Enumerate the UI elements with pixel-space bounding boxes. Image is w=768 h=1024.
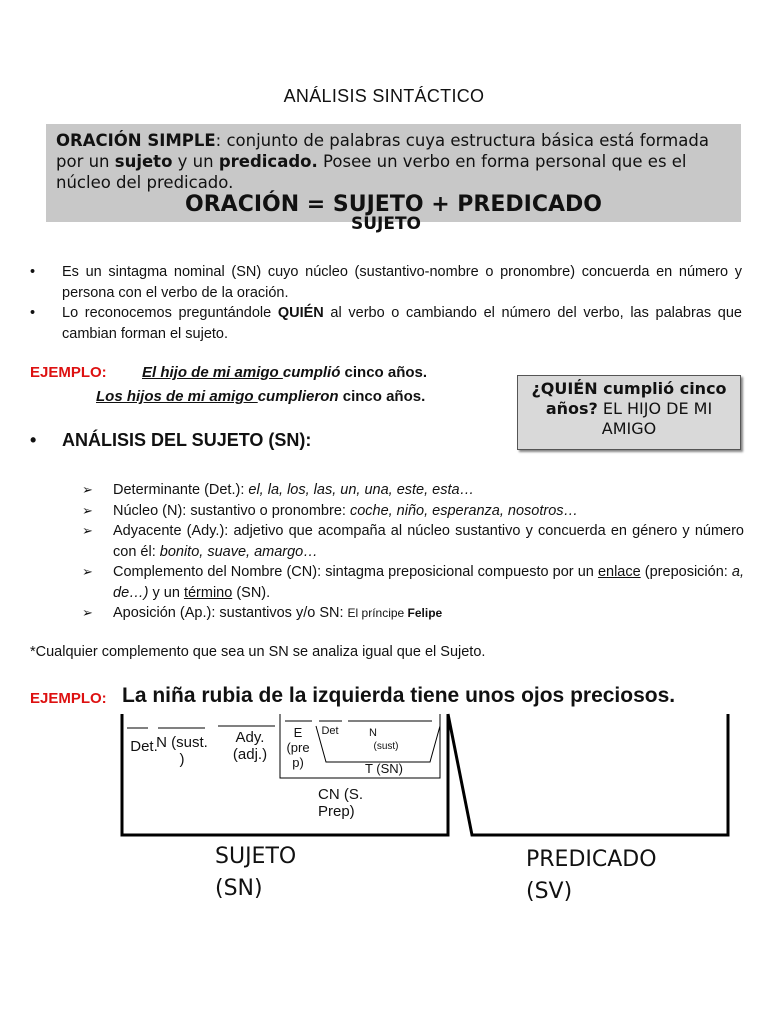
arrow-bullet-icon: ➢: [82, 605, 93, 620]
label-nucleo: N (sust. ): [156, 734, 208, 769]
example-subject: Los hijos de mi amigo: [96, 388, 258, 405]
bullet-text: Lo reconocemos preguntándole: [62, 305, 278, 321]
component-text: Adyacente (Ady.): adjetivo que acompaña al núcleo sustantivo y concuerda en género y número con él:: [113, 523, 744, 560]
component-text: y un: [148, 584, 184, 601]
component-text: Aposición (Ap.): sustantivos y/o SN:: [113, 605, 348, 621]
label-inner-n: N: [369, 727, 377, 739]
component-termino: término: [183, 584, 233, 601]
example-label: EJEMPLO:: [30, 690, 107, 707]
page-title: ANÁLISIS SINTÁCTICO: [283, 86, 485, 106]
label-det: Det.: [130, 738, 158, 755]
bullet-emphasis: QUIÉN: [277, 305, 324, 321]
component-text: (preposición:: [640, 564, 732, 580]
component-text: (SN).: [232, 584, 271, 601]
definition-sujeto: sujeto: [114, 152, 173, 171]
component-example-bold: Felipe: [407, 606, 443, 620]
bullet-icon: •: [30, 430, 37, 450]
definition-part: : conjunto de palabras cuya estructura básica está formada por un: [56, 131, 709, 171]
bullet-text: Es un sintagma nominal (SN) cuyo núcleo (sustantivo-nombre o pronombre) concuerda en número y persona con el verbo de la oración.: [62, 264, 742, 301]
question-text: ¿QUIÉN cumplió cinco años?: [531, 379, 727, 418]
component-examples: a, de…): [113, 564, 744, 601]
section-heading-sujeto: SUJETO: [350, 214, 422, 234]
definition-predicado: predicado.: [218, 152, 318, 171]
component-example: El príncipe: [347, 606, 408, 620]
arrow-bullet-icon: ➢: [82, 502, 93, 518]
definition-term: ORACIÓN SIMPLE: [56, 131, 216, 150]
arrow-bullet-icon: ➢: [82, 482, 93, 497]
label-predicado-sv: PREDICADO (SV): [526, 847, 657, 904]
bullet-icon: •: [30, 264, 36, 280]
component-enlace: enlace: [597, 564, 641, 580]
component-examples: bonito, suave, amargo…: [159, 543, 318, 560]
example-sentence: La niña rubia de la izquierda tiene unos ojos preciosos.: [122, 684, 676, 707]
example-rest: cinco años.: [338, 388, 426, 405]
component-text: Núcleo (N): sustantivo o pronombre:: [113, 502, 350, 519]
formula: ORACIÓN = SUJETO + PREDICADO: [185, 192, 602, 217]
note: *Cualquier complemento que sea un SN se analiza igual que el Sujeto.: [30, 644, 486, 660]
arrow-bullet-icon: ➢: [82, 564, 93, 579]
component-text: Determinante (Det.):: [113, 482, 249, 498]
component-examples: el, la, los, las, un, una, este, esta…: [248, 482, 475, 498]
component-text: Complemento del Nombre (CN): sintagma preposicional compuesto por un: [113, 564, 598, 580]
label-cn: CN (S. Prep): [318, 786, 363, 821]
label-inner-sust: (sust): [373, 741, 399, 752]
example-subject: El hijo de mi amigo: [142, 364, 283, 381]
label-termino-sn: T (SN): [364, 761, 404, 776]
bullet-icon: •: [30, 305, 36, 321]
bullet-text: al verbo o cambiando el número del verbo, las palabras que cambian forman el sujeto.: [62, 305, 742, 342]
arrow-bullet-icon: ➢: [82, 523, 93, 538]
question-answer: EL HIJO DE MI AMIGO: [597, 399, 713, 438]
label-sujeto-sn: SUJETO (SN): [215, 844, 297, 901]
label-adyacente: Ady. (adj.): [232, 729, 268, 764]
example-verb: cumplieron: [257, 388, 339, 405]
label-enlace-prep: E (pre p): [286, 725, 310, 770]
definition-part: y un: [172, 152, 219, 171]
example-verb: cumplió: [282, 364, 341, 381]
definition-part: Posee un verbo en forma personal que es el núcleo del predicado.: [56, 152, 687, 192]
example-label: EJEMPLO:: [30, 364, 107, 381]
component-examples: coche, niño, esperanza, nosotros…: [349, 502, 579, 519]
predicado-bracket: [448, 714, 728, 835]
analysis-heading-text: ANÁLISIS DEL SUJETO (SN):: [62, 430, 312, 450]
label-inner-det: Det: [321, 725, 339, 737]
example-rest: cinco años.: [340, 364, 428, 381]
